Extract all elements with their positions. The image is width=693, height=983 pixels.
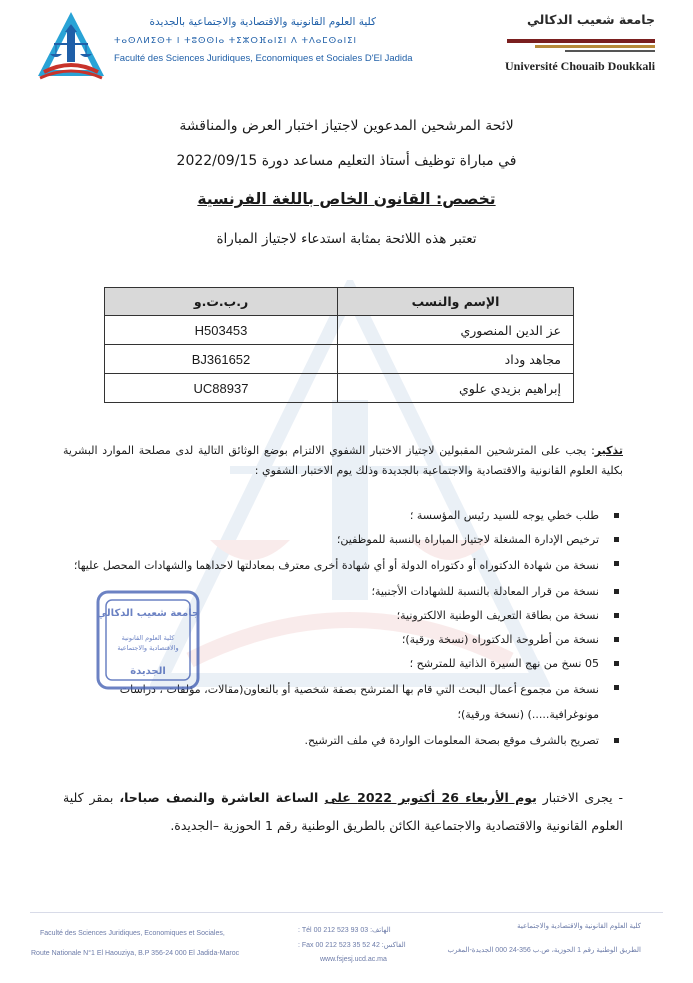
table-row [105,316,574,345]
footer-faculty-name-arabic: كلية العلوم القانونية والاقتصادية والاجتماعية [517,923,641,930]
bullet-icon [614,589,619,594]
reminder-paragraph [63,441,623,481]
table-header-row [105,288,574,316]
bullet-icon [614,738,619,743]
candidates-table [104,287,574,403]
candidate-name: عز الدين المنصوري [338,316,574,345]
list-item: نسخة من قرار المعادلة بالنسبة للشهادات الأجنبية؛ [63,581,623,602]
university-logo-bars [505,39,655,53]
exam-schedule-paragraph [63,784,623,840]
list-item: نسخة من بطاقة التعريف الوطنية الالكترونية؛ [63,605,623,626]
list-item: ترخيص الإدارة المشغلة لاجتياز المباراة بالنسبة للموظفين؛ [63,529,623,550]
exam-time: الساعة العاشرة والنصف صباحا، [119,790,325,805]
candidate-id: UC88937 [105,374,338,403]
footer-faculty-name-french: Faculté des Sciences Juridiques, Economiques et Sociales, [40,930,225,937]
bullet-icon [614,537,619,542]
svg-text:جامعة شعيب الدكالي: جامعة شعيب الدكالي [96,608,200,619]
document-title-line2: في مباراة توظيف أستاذ التعليم مساعد دورة 2022/09/15 [176,153,517,169]
exam-date: يوم الأربعاء 26 أكتوبر 2022 على [324,790,537,805]
bullet-icon [614,661,619,666]
svg-text:الجديدة: الجديدة [130,666,166,677]
official-stamp [92,586,204,694]
list-item: 05 نسخ من نهج السيرة الذاتية للمترشح ؛ [63,653,623,674]
table-row [105,374,574,403]
list-item: نسخة من أطروحة الدكتوراه (نسخة ورقية)؛ [63,629,623,650]
faculty-name-arabic: كلية العلوم القانونية والاقتصادية والاجتماعية بالجديدة [149,16,376,28]
footer-website: www.fsjesj.ucd.ac.ma [320,956,387,963]
university-header [505,12,655,82]
reminder-text: : يجب على المترشحين المقبولين لاجتياز الاختبار الشفوي الالتزام بوضع الوثائق التالية لدى مصلحة الموارد البشرية بكلية العلوم القانونية والاقتصادية والاجتماعية بالجديدة وذلك يوم الاختبار الشفوي : [63,444,623,477]
list-item: طلب خطي يوجه للسيد رئيس المؤسسة ؛ [63,505,623,526]
svg-text:والاقتصادية والاجتماعية: والاقتصادية والاجتماعية [117,644,179,652]
footer-fax: الفاكس: 42 52 35 523 212 00 Fax : [298,942,406,949]
list-item: تصريح بالشرف موقع بصحة المعلومات الواردة في ملف الترشيح. [63,730,623,751]
specialty-title: تخصص: القانون الخاص باللغة الفرنسية [197,190,496,208]
exam-location: بمقر كلية العلوم القانونية والاقتصادية والاجتماعية الكائن بالطريق الوطنية رقم 1 الحوزية –الجديدة. [63,790,623,833]
list-item: نسخة من شهادة الدكتوراه أو دكتوراه الدولة أو أي شهادة أخرى معترف بمعادلتها لاحداهما والشهادات المحصل عليها؛ [63,553,623,578]
table-row [105,345,574,374]
column-header-id: ر.ب.ت.و [105,288,338,316]
column-header-name: الإسم والنسب [338,288,574,316]
document-title-line1: لائحة المرشحين المدعوين لاجتياز اختبار العرض والمناقشة [179,118,514,134]
bullet-icon [614,561,619,566]
bullet-icon [614,613,619,618]
candidate-id: BJ361652 [105,345,338,374]
faculty-header [36,10,413,82]
svg-text:كلية العلوم القانونية: كلية العلوم القانونية [121,634,175,642]
candidate-id: H503453 [105,316,338,345]
university-name-french: Université Chouaib Doukkali [505,59,656,73]
bullet-icon [614,513,619,518]
faculty-logo [36,10,106,80]
footer-divider [30,912,663,913]
footer-address-french: Route Nationale N°1 El Haouziya, B.P 356-24 000 El Jadida-Maroc [31,950,240,957]
bullet-icon [614,685,619,690]
candidate-name: إبراهيم بزيدي علوي [338,374,574,403]
university-name-arabic: جامعة شعيب الدكالي [527,12,655,27]
faculty-name-tifinagh: ⵜⴰⵙⴷⵍⵉⵙⵜ ⵏ ⵜⵓⵙⵙⵏⴰ ⵜⵉⵣⵔⴼⴰⵏⵉⵏ ⴷ ⵜⴷⴰⵎⵙⴰⵏⵉⵏ [114,36,357,46]
exam-prefix: - يجرى الاختبار [536,790,624,805]
bullet-icon [614,637,619,642]
convocation-note: تعتبر هذه اللائحة بمثابة استدعاء لاجتياز المباراة [216,231,477,247]
reminder-label: تذكير [594,444,623,457]
candidate-name: مجاهد وداد [338,345,574,374]
faculty-name-french: Faculté des Sciences Juridiques, Economiques et Sociales D'El Jadida [114,53,413,64]
list-item: نسخة من مجموع أعمال البحث التي قام بها المترشح بصفة شخصية أو بالتعاون(مقالات، مؤلفات ، دراسات مونوغرافية.....) (نسخة ورقية)؛ [63,677,623,727]
footer-phone: الهاتف: 03 93 523 212 00 Tél : [298,927,391,934]
footer-address-arabic: الطريق الوطنية رقم 1 الحوزية، ص.ب 356-24 000 الجديدة-المغرب [447,947,641,954]
